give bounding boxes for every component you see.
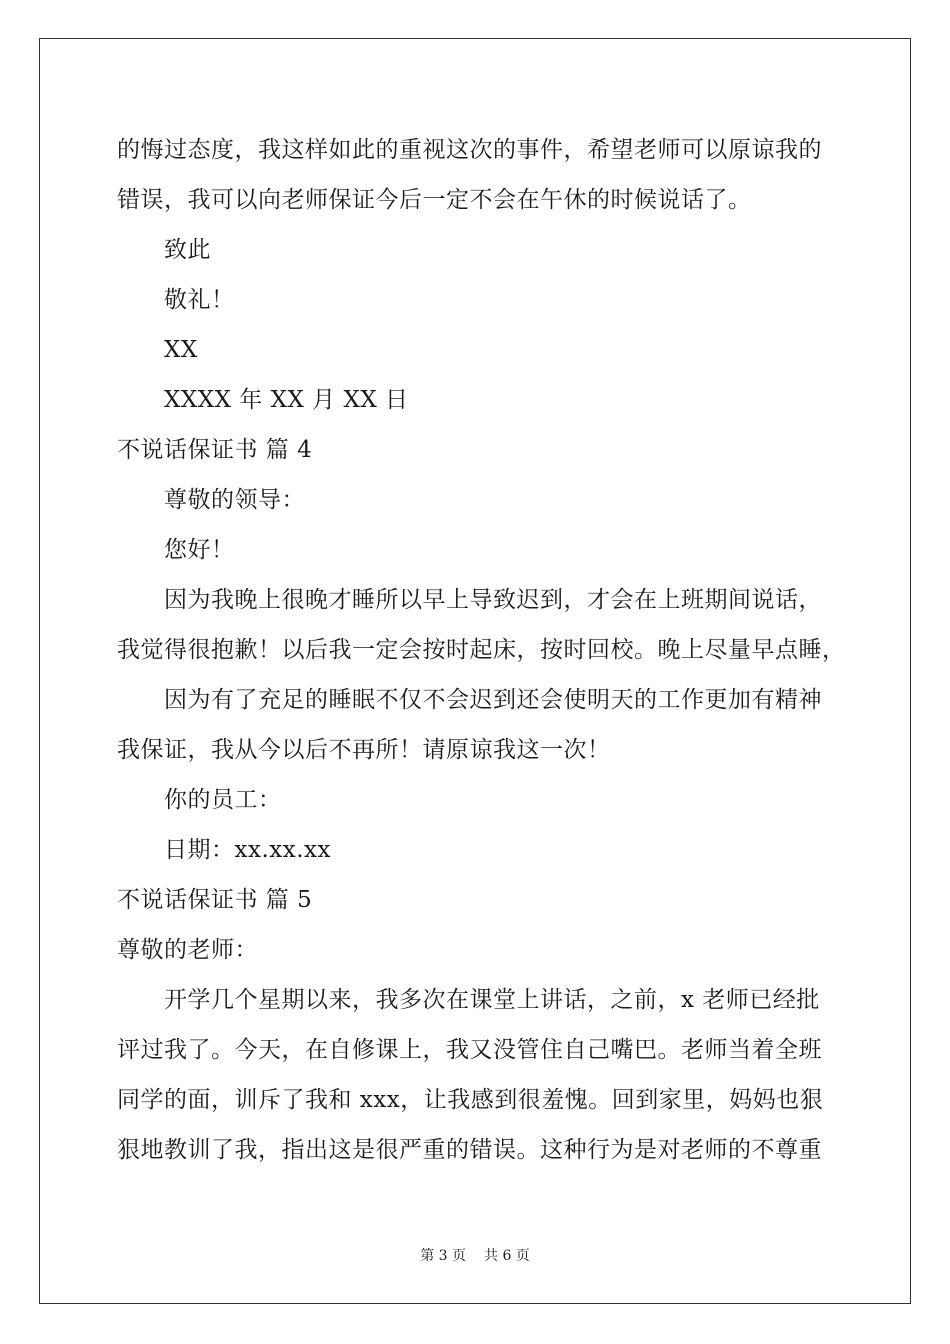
greeting-hello: 您好！ — [164, 537, 235, 563]
body-line: 评过我了。今天，在自修课上，我又没管住自己嘴巴。老师当着全班 — [117, 1037, 822, 1063]
body-line: 错误，我可以向老师保证今后一定不会在午休的时候说话了。 — [117, 187, 752, 213]
body-line: 开学几个星期以来，我多次在课堂上讲话，之前，x 老师已经批 — [164, 987, 820, 1013]
page-total: 共 6 页 — [484, 1248, 530, 1264]
signature-date: 日期：xx.xx.xx — [164, 837, 331, 863]
body-line: 的悔过态度，我这样如此的重视这次的事件，希望老师可以原谅我的 — [117, 137, 822, 163]
page-number: 第 3 页 — [420, 1248, 466, 1264]
body-line: 因为我晚上很晚才睡所以早上导致迟到，才会在上班期间说话， — [164, 587, 822, 613]
body-line: 我保证，我从今以后不再所！请原谅我这一次！ — [117, 737, 611, 763]
body-line: 因为有了充足的睡眠不仅不会迟到还会使明天的工作更加有精神 — [164, 687, 822, 713]
body-line: 同学的面，训斥了我和 xxx，让我感到很羞愧。回到家里，妈妈也狠 — [117, 1087, 824, 1113]
greeting: 尊敬的领导： — [164, 487, 305, 513]
signature-date: XXXX 年 XX 月 XX 日 — [164, 387, 409, 413]
section-heading: 不说话保证书 篇 4 — [117, 437, 313, 463]
page-footer — [0, 1247, 950, 1265]
body-line: 狠地教训了我，指出这是很严重的错误。这种行为是对老师的不尊重 — [117, 1137, 822, 1163]
body-line: 我觉得很抱歉！以后我一定会按时起床，按时回校。晚上尽量早点睡， — [117, 637, 846, 663]
closing-regards: 敬礼！ — [164, 287, 235, 313]
closing-salutation: 致此 — [164, 237, 211, 263]
section-heading: 不说话保证书 篇 5 — [117, 887, 313, 913]
signature-name: XX — [164, 337, 198, 363]
greeting: 尊敬的老师： — [117, 937, 258, 963]
signature-name: 你的员工： — [164, 787, 282, 813]
